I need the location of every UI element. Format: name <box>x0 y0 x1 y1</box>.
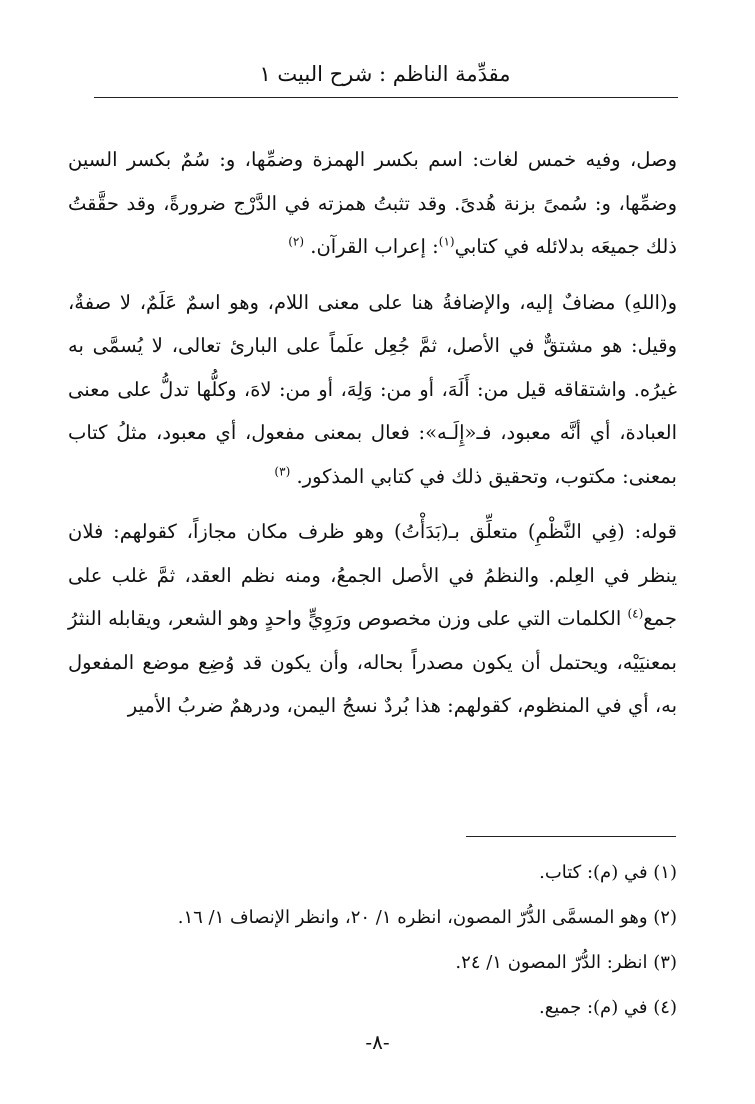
paragraph-2-text: و(اللهِ) مضافٌ إليه، والإضافةُ هنا على معنى اللام، وهو اسمٌ عَلَمٌ، لا صفةٌ، وقيل: هو مشتقٌّ في الأصل، ثمَّ جُعِل علَماً على البارئ تعالى، لا يُسمَّى به غيرُه. واشتقاقه قيل من: أَلَهَ، أو من: وَلِهَ، أو من: لاهَ، وكلُّها تدلُّ على معنى العبادة، أي أنَّه معبود، فـ«إِلَـه»: فعال بمعنى مفعول، أي معبود، مثلُ كتاب بمعنى: مكتوب، وتحقيق ذلك في كتابي المذكور. <box>68 290 677 488</box>
footnote-1: (١) في (م): كتاب. <box>539 862 677 883</box>
page-number: -٨- <box>365 1030 390 1054</box>
footnotes <box>78 850 677 1030</box>
main-text <box>68 138 677 740</box>
paragraph-3-text: قوله: (فِي النَّظْمِ) متعلِّق بـ(بَدَأْتُ) وهو ظرف مكان مجازاً، كقولهم: فلان ينظر في العِلم. والنظمُ في الأصل الجمعُ، ومنه نظم العقد، ثمَّ غلب على جمع <box>68 520 677 630</box>
footnote-ref-1[interactable]: (١) <box>438 234 455 249</box>
footnote-4: (٤) في (م): جميع. <box>538 997 677 1018</box>
paragraph-3-text-end: الكلمات التي على وزن مخصوص ورَوِيٍّ واحدٍ وهو الشعر، ويقابله النثرُ بمعنيَيْه، ويحتمل أن يكون مصدراً بحاله، وأن يكون قد وُضِع موضع المفعول به، أي في المنظوم، كقولهم: هذا بُردٌ نسجُ اليمن، ودرهمٌ ضربُ الأمير <box>68 607 677 717</box>
footnote-ref-4[interactable]: (٤) <box>627 606 644 621</box>
paragraph-1-text-end: : إعراب القرآن. <box>310 235 439 258</box>
running-header: مقدِّمة الناظم : شرح البيت ١ <box>259 62 511 86</box>
footnote-ref-2[interactable]: (٢) <box>288 234 305 249</box>
header-rule <box>94 97 678 98</box>
paragraph-1 <box>68 138 677 269</box>
paragraph-1-text: وصل، وفيه خمس لغات: اسم بكسر الهمزة وضمِّها، و: سُمٌ بكسر السين وضمِّها، و: سُمىً بزنة هُدىً. وقد تثبتُ همزته في الدَّرْج ضرورةً، وقد حقَّقتُ ذلك جميعَه بدلائله في كتابي <box>68 148 677 258</box>
footnote-ref-3[interactable]: (٣) <box>274 464 291 478</box>
footnote-separator <box>466 836 676 837</box>
footnote-2: (٢) وهو المسمَّى الدُّرّ المصون، انظره ١/ ٢٠، وانظر الإنصاف ١/ ١٦. <box>177 907 677 928</box>
paragraph-2 <box>68 281 677 499</box>
footnote-3: (٣) انظر: الدُّرّ المصون ١/ ٢٤. <box>455 952 677 973</box>
paragraph-3 <box>68 510 677 728</box>
